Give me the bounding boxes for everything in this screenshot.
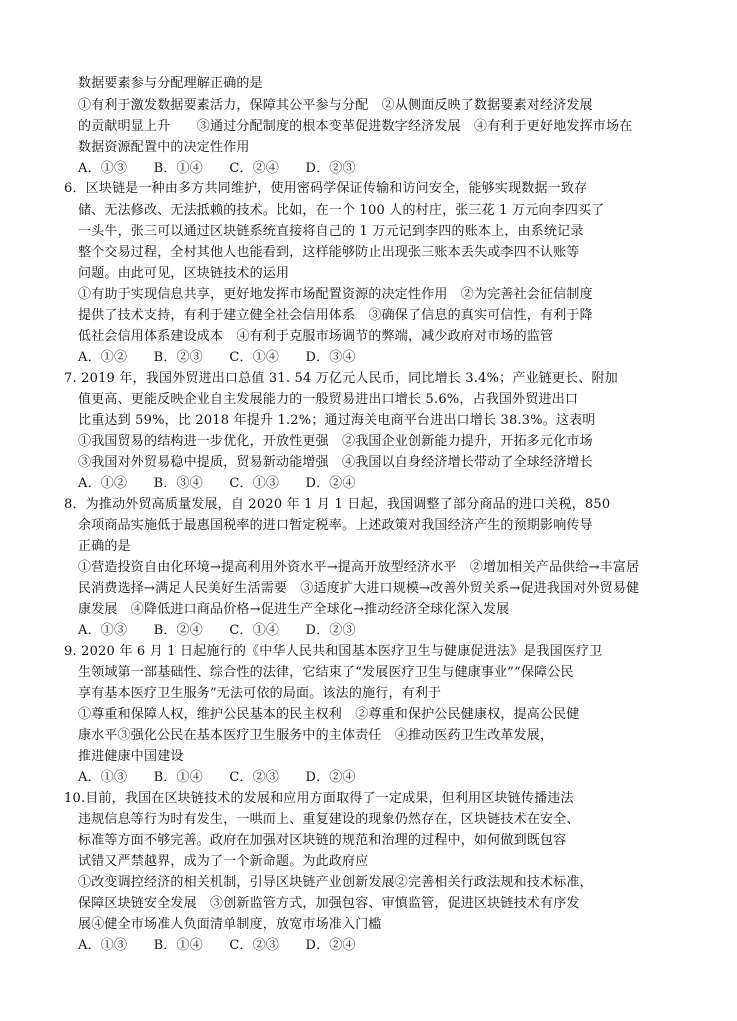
q8-answer-choices: A．①③ B．②④ C．①④ D．②③ bbox=[78, 623, 356, 638]
q10-stem-line: 标准等方面不够完善。政府在加强对区块链的规范和治理的过程中，如何做到既包容 bbox=[78, 833, 567, 848]
q9-option-line: 康水平③强化公民在基本医疗卫生服务中的主体责任 ④推动医药卫生改革发展， bbox=[78, 728, 554, 743]
q10-option-line: 展④健全市场准人负面清单制度，放宽市场准入门槛 bbox=[78, 917, 382, 932]
q9-option-line: 推进健康中国建设 bbox=[78, 749, 184, 764]
q5-option-line: ①有利于激发数据要素活力，保障其公平参与分配 ②从侧面反映了数据要素对经济发展 bbox=[78, 98, 593, 113]
q6-stem-line: 问题。由此可见，区块链技术的运用 bbox=[78, 266, 290, 281]
q7-answer-choices: A．①② B．③④ C．①③ D．②④ bbox=[78, 476, 356, 491]
q8-stem-line: 正确的是 bbox=[78, 539, 131, 554]
q7-stem-line: 7. 2019 年，我国外贸进出口总值 31. 54 万亿元人民币，同比增长 3.4%；产业链更长、附加 bbox=[64, 371, 618, 386]
q8-option-line: 康发展 ④降低进口商品价格→促进生产全球化→推动经济全球化深入发展 bbox=[78, 602, 510, 617]
q5-stem-line: 数据要素参与分配理解正确的是 bbox=[78, 76, 263, 91]
q5-option-line: 的贡献明显上升 ③通过分配制度的根本变革促进数字经济发展 ④有利于更好地发挥市场在 bbox=[78, 119, 633, 134]
q6-option-line: 低社会信用体系建设成本 ④有利于克服市场调节的弊端，减少政府对市场的监管 bbox=[78, 329, 554, 344]
q10-stem-line: 10.目前，我国在区块链技术的发展和应用方面取得了一定成果，但利用区块链传播违法 bbox=[64, 791, 574, 806]
q9-stem-line: 享有基本医疗卫生服务”无法可依的局面。该法的施行，有利于 bbox=[78, 686, 442, 701]
q6-stem-line: 整个交易过程，全村其他人也能看到，这样能够防止出现张三账本丢失或李四不认账等 bbox=[78, 245, 580, 260]
q5-answer-choices: A．①③ B．①④ C．②④ D．②③ bbox=[78, 161, 356, 176]
q9-option-line: ①尊重和保障人权，维护公民基本的民主权利 ②尊重和保护公民健康权，提高公民健 bbox=[78, 707, 580, 722]
q10-answer-choices: A．①③ B．①④ C．②③ D．②④ bbox=[78, 938, 356, 953]
q6-option-line: ①有助于实现信息共享，更好地发挥市场配置资源的决定性作用 ②为完善社会征信制度 bbox=[78, 287, 593, 302]
q10-stem-line: 试错又严禁越界，成为了一个新命题。为此政府应 bbox=[78, 854, 369, 869]
q6-stem-line: 6．区块链是一种由多方共同维护，使用密码学保证传输和访问安全，能够实现数据一致存 bbox=[64, 181, 588, 196]
q8-stem-line: 8．为推动外贸高质量发展，自 2020 年 1 月 1 日起，我国调整了部分商品的进口关税，850 bbox=[64, 497, 611, 512]
q9-answer-choices: A．①③ B．①④ C．②③ D．②④ bbox=[78, 770, 356, 785]
q7-option-line: ③我国对外贸易稳中提质，贸易新动能增强 ④我国以自身经济增长带动了全球经济增长 bbox=[78, 455, 593, 470]
q8-stem-line: 余项商品实施低于最惠国税率的进口暂定税率。上述政策对我国经济产生的预期影响传导 bbox=[78, 518, 593, 533]
q6-stem-line: 储、无法修改、无法抵赖的技术。比如，在一个 100 人的村庄，张三花 1 万元向李四买了 bbox=[78, 203, 605, 218]
q9-stem-line: 9. 2020 年 6 月 1 日起施行的《中华人民共和国基本医疗卫生与健康促进法》是我国医疗卫 bbox=[64, 644, 603, 659]
q10-option-line: 保障区块链安全发展 ③创新监管方式，加强包容、审慎监管，促进区块链技术有序发 bbox=[78, 896, 580, 911]
q9-stem-line: 生领域第一部基础性、综合性的法律，它结束了“发展医疗卫生与健康事业”“保障公民 bbox=[78, 665, 574, 680]
q6-stem-line: 一头牛，张三可以通过区块链系统直接将自己的 1 万元记到李四的账本上，由系统记录 bbox=[78, 224, 584, 239]
q6-option-line: 提供了技术支持，有利于建立健全社会信用体系 ③确保了信息的真实可信性，有利于降 bbox=[78, 308, 593, 323]
q10-stem-line: 违规信息等行为时有发生，一哄而上、重复建设的现象仍然存在，区块链技术在安全、 bbox=[78, 812, 580, 827]
q7-stem-line: 值更高、更能反映企业自主发展能力的一般贸易进出口增长 5.6%，占我国外贸进出口 bbox=[78, 392, 579, 407]
q5-option-line: 数据资源配置中的决定性作用 bbox=[78, 140, 250, 155]
q7-stem-line: 比重达到 59%，比 2018 年提升 1.2%；通过海关电商平台进出口增长 38.3%。这表明 bbox=[78, 413, 596, 428]
q8-option-line: ①营造投资自由化环境→提高利用外资水平→提高开放型经济水平 ②增加相关产品供给→丰富居 bbox=[78, 560, 640, 575]
q6-answer-choices: A．①② B．②③ C．①④ D．③④ bbox=[78, 350, 356, 365]
q10-option-line: ①改变调控经济的相关机制，引导区块链产业创新发展②完善相关行政法规和技术标准， bbox=[78, 875, 593, 890]
q8-option-line: 民消费选择→满足人民美好生活需要 ③适度扩大进口规模→改善外贸关系→促进我国对外贸易健 bbox=[78, 581, 640, 596]
q7-option-line: ①我国贸易的结构进一步优化，开放性更强 ②我国企业创新能力提升，开拓多元化市场 bbox=[78, 434, 593, 449]
